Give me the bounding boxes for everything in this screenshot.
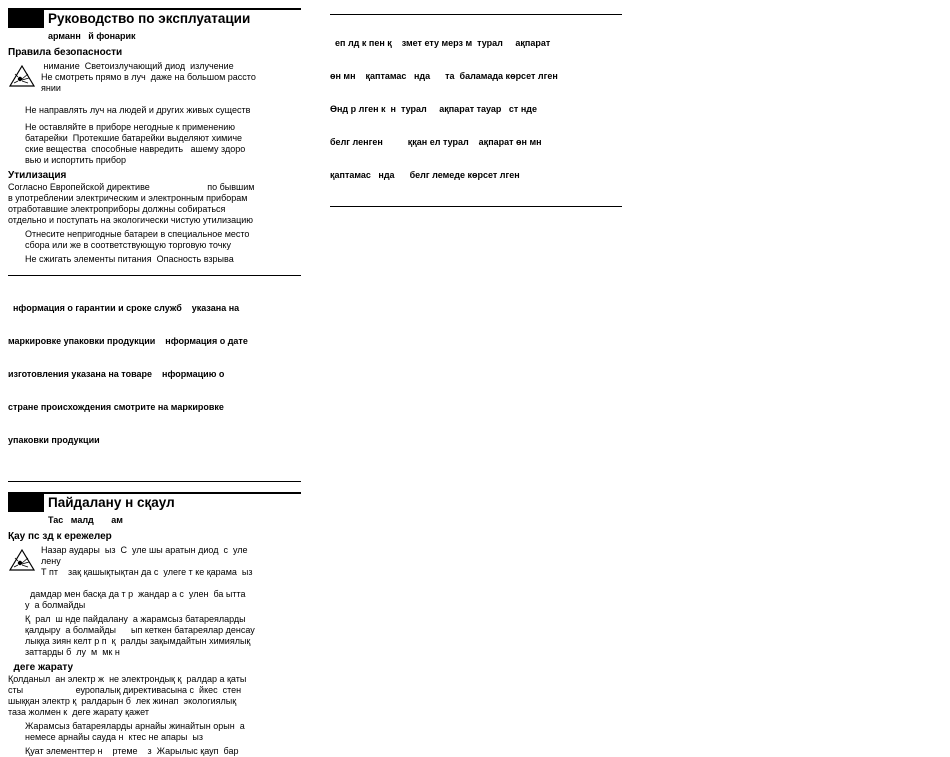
ru-disposal-bullet-no-burning: Не сжигать элементы питания Опасность взрыва [25, 254, 234, 264]
kk-disposal-bullet-collection [8, 721, 301, 743]
ru-disposal-text [8, 182, 301, 226]
ru-info-line: маркировке упаковки продукции нформация о дате [8, 336, 248, 346]
kk-title: Пайдалану н сқаул [48, 495, 175, 510]
ru-warranty-info [8, 276, 301, 473]
ru-disposal-heading: Утилизация [8, 170, 67, 181]
ru-info-line: упаковки продукции [8, 435, 100, 445]
kk-disposal-line: таза жолмен к деге жарату қажет [8, 707, 149, 717]
kk-info-bottom-divider [330, 206, 622, 207]
kk-bullet-line: лыққа зиян келт р п қ ралды зақымдайтын химиялық [25, 636, 251, 646]
ru-info-line: стране происхождения смотрите на маркировке [8, 402, 224, 412]
kk-disposal-bullet-line: немесе арнайы сауда н ктес не апары ыз [25, 732, 203, 742]
kk-bullet-line: у а болмайды [25, 600, 86, 610]
kk-info-line: өн мн қаптамас нда та баламада көрсет лген [330, 71, 558, 81]
kk-bullet-batteries [8, 614, 301, 658]
kk-disposal-heading: деге жарату [8, 662, 74, 673]
ru-bullet-no-aiming: Не направлять луч на людей и других живых существ [25, 105, 251, 115]
kk-bullet-line: заттарды б лу м мк н [25, 647, 120, 657]
kk-info-line: еп лд к пен қ змет ету мерз м турал ақпарат [330, 38, 551, 48]
ru-disposal-bullet-line: сбора или же в соответствующую торговую точку [25, 240, 231, 250]
ru-bullet-line: ские вещества способные навредить ашему здоро [25, 144, 246, 154]
ru-disposal-line: Согласно Европейской директиве по бывшим [8, 182, 255, 192]
right-column [330, 14, 622, 207]
kk-disposal-line: Қолданыл ан электр ж не электрондық қ ралдар а қаты [8, 674, 247, 684]
ru-info-line: изготовления указана на товаре нформацию о [8, 369, 225, 379]
section-marker [8, 10, 44, 28]
ru-warning-line: нимание Светоизлучающий диод излучение [41, 61, 234, 71]
kk-disposal-bullet-line: Жарамсыз батареяларды арнайы жинайтын орын а [25, 721, 245, 731]
kk-disposal-line: сты еуропалық директивасына с йкес стен [8, 685, 242, 695]
kk-bullet-line: дамдар мен басқа да т р жандар а с улен ба ытта [25, 589, 246, 599]
kk-disposal-line: шыққан электр қ ралдарын б лек жинап экологиялық [8, 696, 237, 706]
kk-info-line: Өнд р лген к н турал ақпарат тауар ст нде [330, 104, 537, 114]
ru-title: Руководство по эксплуатации [48, 11, 251, 26]
kk-disposal-bullet-no-burning: Қуат элементтер н ртеме з Жарылыс қауп бар [25, 746, 239, 756]
ru-disposal-line: отработавшие электроприборы должны собираться [8, 204, 226, 214]
kk-safety-heading: Қау пс зд к ережелер [8, 531, 112, 542]
ru-bullet-line: вью и испортить прибор [25, 155, 126, 165]
left-column [8, 8, 301, 757]
kk-bullet-line: Қ рал ш нде пайдалану а жарамсыз батареяларды [25, 614, 246, 624]
ru-section-header [8, 8, 301, 28]
kk-subtitle: Тас малд ам [48, 515, 123, 525]
ru-safety-heading: Правила безопасности [8, 47, 123, 58]
kk-bullet-line: қалдыру а болмайды ып кеткен батареялар денсау [25, 625, 255, 635]
ru-bullet-line: Не оставляйте в приборе негодные к применению [25, 122, 235, 132]
kk-bullet-no-aiming [8, 589, 301, 611]
kk-warning-line: Т пт зақ қашықтықтан да с улеге т ке қарама ыз [41, 567, 253, 577]
ru-led-warning [8, 61, 301, 94]
ru-bullet-line: батарейки Протекшие батарейки выделяют химиче [25, 133, 243, 143]
led-radiation-warning-icon [9, 65, 35, 87]
ru-bullet-batteries [8, 122, 301, 166]
ru-disposal-bullet-collection [8, 229, 301, 251]
kk-info-line: қаптамас нда белг лемеде көрсет лген [330, 170, 520, 180]
kk-warranty-info [330, 15, 622, 203]
ru-disposal-line: в употреблении электрическим и электронным приборам [8, 193, 248, 203]
ru-disposal-bullet-line: Отнесите непригодные батареи в специальное место [25, 229, 250, 239]
kk-info-line: белг ленген ққан ел турал ақпарат өн мн [330, 137, 542, 147]
ru-warning-line: Не смотреть прямо в луч даже на большом рассто [41, 72, 256, 82]
kk-disposal-text [8, 674, 301, 718]
ru-warning-line: янии [41, 83, 61, 93]
led-radiation-warning-icon [9, 549, 35, 571]
kk-led-warning [8, 545, 301, 578]
ru-info-bottom-divider [8, 481, 301, 482]
ru-subtitle: арманн й фонарик [48, 31, 136, 41]
kk-warning-line: Назар аудары ыз С уле шы аратын диод с уле [41, 545, 248, 555]
ru-disposal-line: отдельно и поступать на экологически чистую утилизацию [8, 215, 254, 225]
ru-info-line: нформация о гарантии и сроке служб указана на [8, 303, 240, 313]
kk-section-header [8, 492, 301, 512]
section-marker [8, 494, 44, 512]
kk-warning-line: лену [41, 556, 61, 566]
